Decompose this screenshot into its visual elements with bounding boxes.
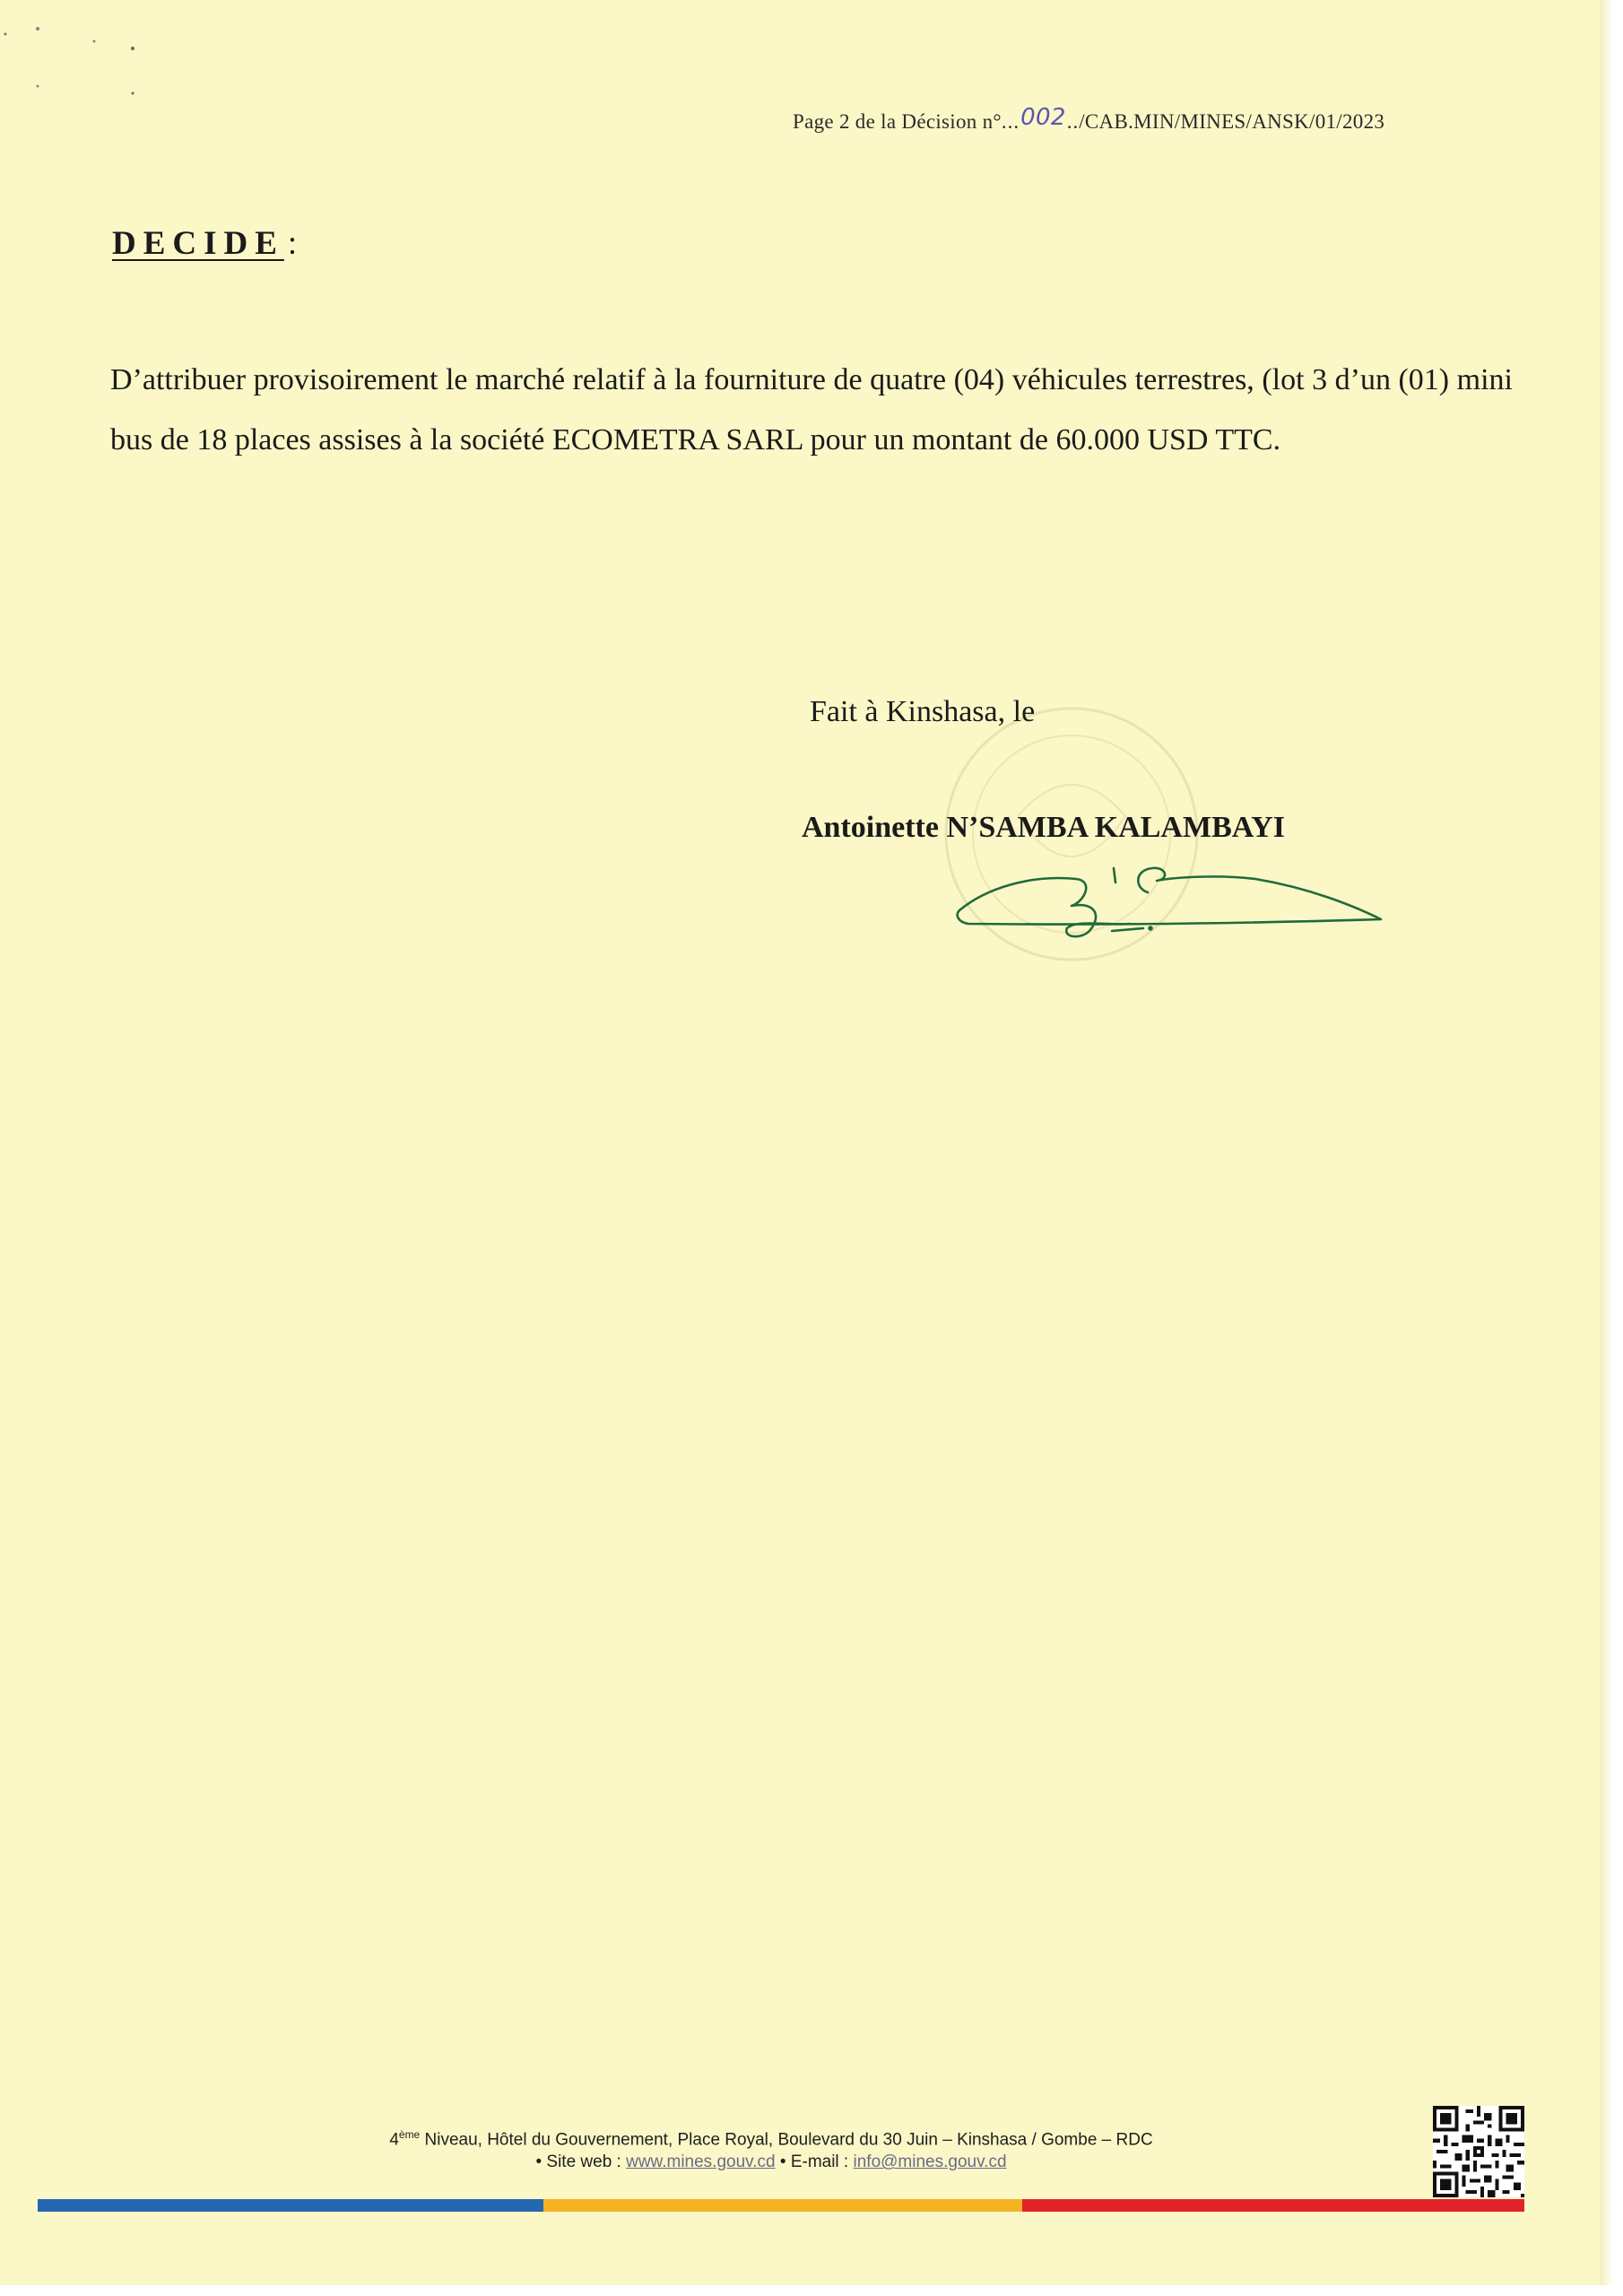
footer-address — [269, 2124, 1273, 2173]
handwritten-decision-number: 002 — [1020, 104, 1066, 131]
footer-contact-line — [269, 2151, 1273, 2173]
header-dots-after: .. — [1066, 110, 1080, 133]
footer-site-label: • Site web : — [535, 2152, 627, 2172]
flag-color-bar — [38, 2199, 1524, 2212]
flag-bar-yellow — [543, 2199, 1022, 2212]
footer-floor-sup: ème — [398, 2128, 421, 2141]
decision-body-paragraph: D’attribuer provisoirement le marché relatif à la fourniture de quatre (04) véhicules terrestres, (lot 3 d’un (01) mini bus de 18 places assises à la société ECOMETRA SARL pour un montant de 60.000 USD TTC. — [110, 363, 1513, 457]
page-bottom-edge — [0, 2285, 1623, 2296]
page-reference-header — [793, 104, 1385, 135]
handwritten-signature — [950, 852, 1399, 960]
scan-specks — [0, 18, 161, 108]
decide-heading — [112, 224, 297, 263]
footer-address-line — [269, 2124, 1273, 2151]
footer-floor-number: 4 — [389, 2130, 399, 2150]
footer-site-link[interactable]: www.mines.gouv.cd — [626, 2152, 776, 2172]
page-right-edge — [1600, 0, 1623, 2296]
flag-bar-red — [1022, 2199, 1524, 2212]
signatory-name: Antoinette N’SAMBA KALAMBAYI — [802, 811, 1285, 844]
header-suffix: /CAB.MIN/MINES/ANSK/01/2023 — [1079, 110, 1385, 133]
footer-email-link[interactable]: info@mines.gouv.cd — [853, 2152, 1007, 2172]
header-dots-before: ... — [1001, 110, 1020, 133]
flag-bar-blue — [38, 2199, 543, 2212]
qr-code — [1433, 2106, 1524, 2197]
header-prefix: Page 2 de la Décision n° — [793, 110, 1002, 133]
decide-heading-text: DECIDE — [112, 225, 284, 262]
footer-address-text: Niveau, Hôtel du Gouvernement, Place Royal, Boulevard du 30 Juin – Kinshasa / Gombe – RDC — [420, 2130, 1153, 2150]
decide-heading-colon: : — [287, 225, 298, 262]
place-and-date: Fait à Kinshasa, le — [810, 695, 1036, 728]
footer-email-label: • E-mail : — [775, 2152, 854, 2172]
